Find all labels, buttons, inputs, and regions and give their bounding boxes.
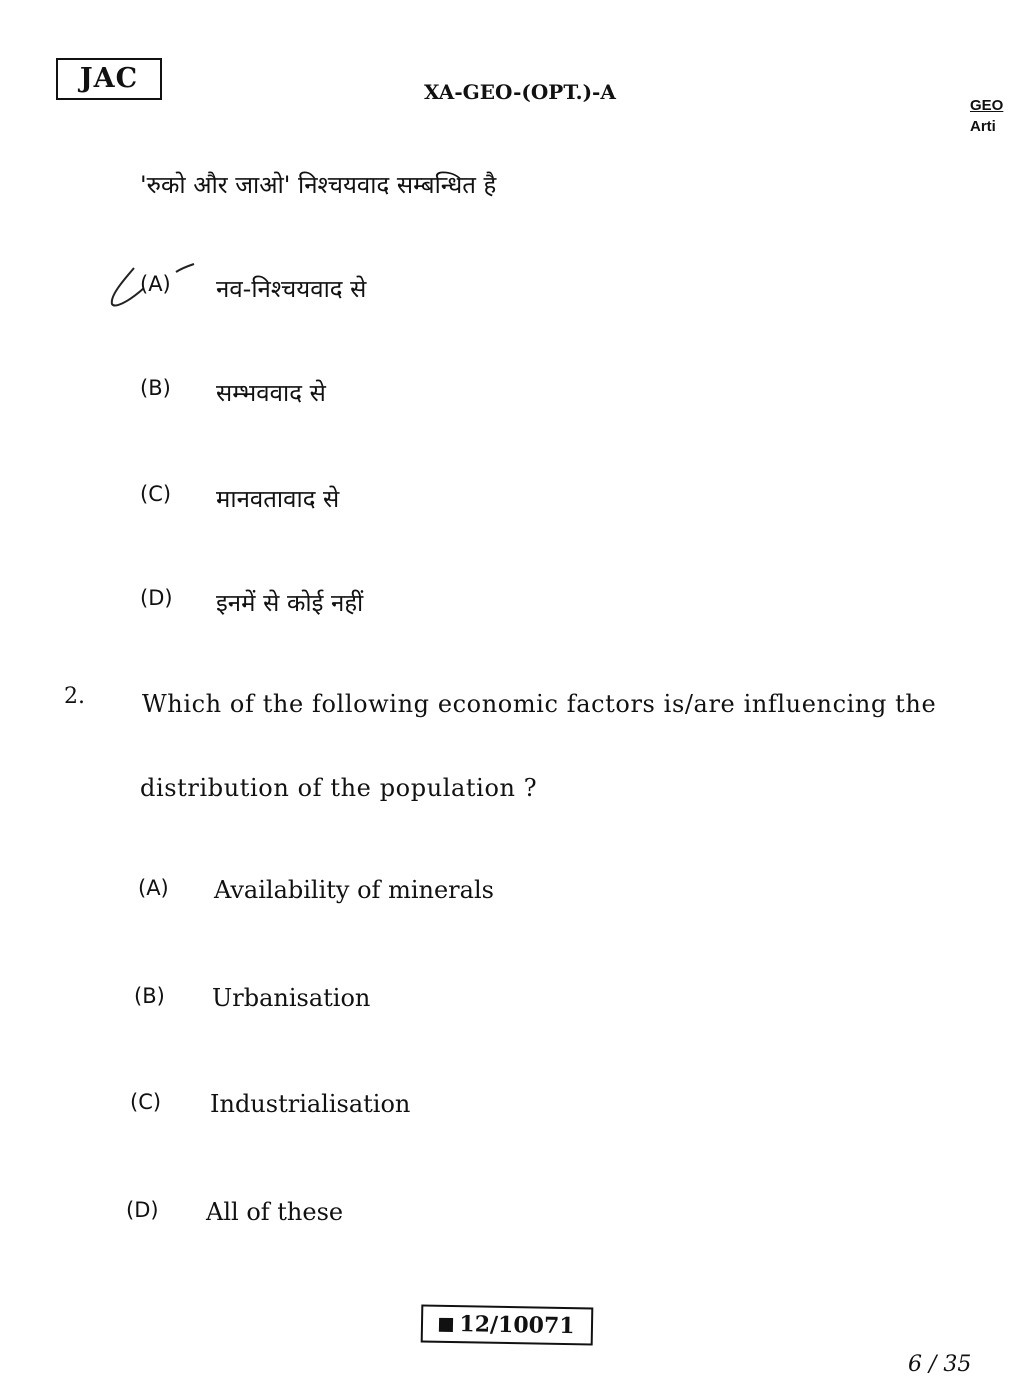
q2-option-d-text: All of these xyxy=(206,1198,344,1226)
q1-option-b-text: सम्भववाद से xyxy=(216,379,326,407)
q1-option-c-letter: (C) xyxy=(140,482,172,506)
footer-code-box xyxy=(421,1305,594,1346)
edge-text-bottom: Arti xyxy=(970,118,996,135)
q1-option-a-text: नव-निश्चयवाद से xyxy=(216,275,367,303)
q1-option-d-text: इनमें से कोई नहीं xyxy=(216,589,364,617)
square-bullet-icon xyxy=(439,1318,453,1332)
q2-option-d-letter: (D) xyxy=(126,1198,159,1222)
q1-option-a-letter: (A) xyxy=(140,272,171,296)
question-2-number: 2. xyxy=(64,684,85,709)
q2-option-b-text: Urbanisation xyxy=(212,984,371,1012)
question-2-stem-line-1: Which of the following economic factors is/are influencing the xyxy=(142,690,937,718)
q2-option-c-text: Industrialisation xyxy=(210,1090,411,1118)
footer-code: 12/10071 xyxy=(459,1311,575,1340)
question-2-stem-line-2: distribution of the population ? xyxy=(140,774,538,802)
page-number: 6 / 35 xyxy=(908,1352,972,1377)
paper-code: XA-GEO-(OPT.)-A xyxy=(424,80,616,104)
q2-option-a-text: Availability of minerals xyxy=(214,876,494,904)
q2-option-c-letter: (C) xyxy=(130,1090,162,1114)
q1-option-b-letter: (B) xyxy=(140,376,171,400)
question-1-stem: 'रुको और जाओ' निश्चयवाद सम्बन्धित है xyxy=(140,171,497,199)
q1-option-c-text: मानवतावाद से xyxy=(216,485,340,513)
q2-option-b-letter: (B) xyxy=(134,984,165,1008)
q2-option-a-letter: (A) xyxy=(138,876,169,900)
board-label: JAC xyxy=(56,58,162,100)
q1-option-d-letter: (D) xyxy=(140,586,173,610)
edge-text-top: GEO xyxy=(970,97,1004,114)
